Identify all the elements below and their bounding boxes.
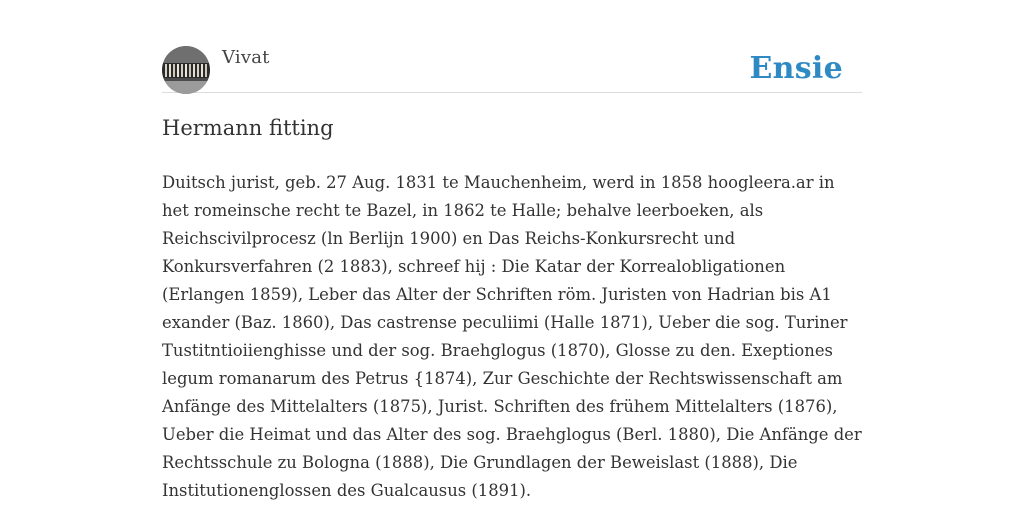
article-body: Duitsch jurist, geb. 27 Aug. 1831 te Mauchenheim, werd in 1858 hoogleera.ar in het romeinsche recht te Bazel, in 1862 te Halle; behalve leerboeken, als Reichscivilprocesz (ln Berlijn 1900) en Das Reichs-Konkursrecht und Konkursverfahren (2 1883), schreef hij : Die Katar der Korrealobligationen (Erlangen 1859), Leber das Alter der Schriften röm. Juristen von Hadrian bis A1 exander (Baz. 1860), Das castrense peculiimi (Halle 1871), Ueber die sog. Turiner Tustitntioiienghisse und der sog. Braehglogus (1870), Glosse zu den. Exeptiones legum romanarum des Petrus {1874), Zur Geschichte der Rechtswissenschaft am Anfänge des Mittelalters (1875), Jurist. Schriften des frühem Mittelalters (1876), Ueber die Heimat und das Alter des sog. Braehglogus (Berl. 1880), Die Anfänge der Rechtsschule zu Bologna (1888), Die Grundlagen der Beweislast (1888), Die Institutionenglossen des Gualcausus (1891). <box>162 173 862 500</box>
header <box>162 46 862 93</box>
user-avatar[interactable] <box>162 46 210 94</box>
bookshelf-avatar-icon <box>162 46 210 94</box>
author-name[interactable]: Vivat <box>222 47 270 68</box>
article-title: Hermann fitting <box>162 116 334 140</box>
brand-logo[interactable]: Ensie <box>749 51 843 86</box>
